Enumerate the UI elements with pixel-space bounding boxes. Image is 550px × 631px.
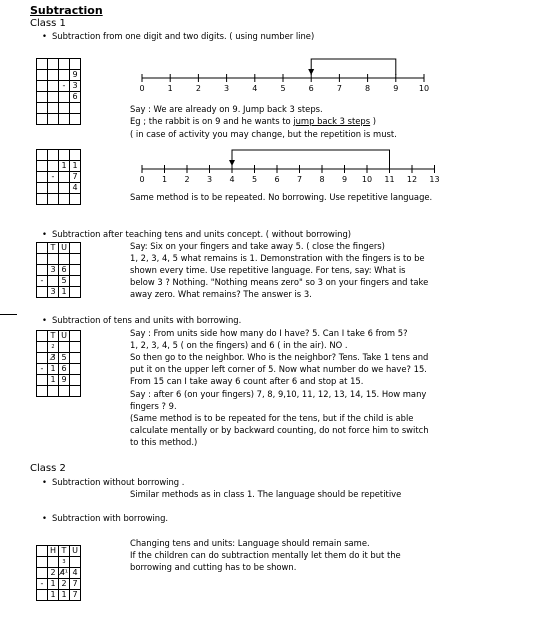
grid-cell xyxy=(37,331,48,342)
number-line-label: 7 xyxy=(296,175,303,184)
grid-cell xyxy=(48,81,59,92)
numberline2-text: Same method is to be repeated. No borrowing. Use repetitive language. xyxy=(130,192,433,202)
arrow-down-icon xyxy=(229,160,235,166)
grid-cell xyxy=(48,70,59,81)
grid-cell xyxy=(37,114,48,125)
grid-row xyxy=(37,172,81,183)
grid-cell xyxy=(48,194,59,205)
number-line-label: 4 xyxy=(229,175,235,184)
grid-cell xyxy=(70,194,81,205)
grid-row xyxy=(37,81,81,92)
grid-row xyxy=(37,579,81,590)
grid-cell: T xyxy=(48,331,59,342)
grid-row xyxy=(37,287,81,298)
number-line-label: 1 xyxy=(167,84,173,93)
grid-cell: H xyxy=(48,546,59,557)
grid-cell: 5 xyxy=(59,353,70,364)
grid-row xyxy=(37,342,81,353)
grid-cell: - xyxy=(48,172,59,183)
margin-mark xyxy=(0,314,17,315)
grid-cell: 1 xyxy=(48,579,59,590)
grid-cell: 2 xyxy=(59,579,70,590)
grid-cell xyxy=(37,103,48,114)
paragraph-line: put it on the upper left corner of 5. Now what number do we have? 15. xyxy=(130,364,427,374)
grid-cell xyxy=(70,243,81,254)
number-line-label: 0 xyxy=(139,175,145,184)
grid-example-4 xyxy=(36,330,81,397)
grid-example-3 xyxy=(36,242,81,298)
grid-cell: 6 xyxy=(59,364,70,375)
number-line-label: 8 xyxy=(319,175,325,184)
grid-row xyxy=(37,183,81,194)
grid-cell: 3̸ xyxy=(48,353,59,364)
grid-cell xyxy=(70,287,81,298)
grid-cell: U xyxy=(59,331,70,342)
grid-cell: 4̸¹ xyxy=(59,568,69,577)
grid-cell xyxy=(37,557,48,568)
grid-row xyxy=(37,386,81,397)
grid-cell xyxy=(48,114,59,125)
grid-cell xyxy=(37,81,48,92)
grid-cell: U xyxy=(70,546,81,557)
grid-row xyxy=(37,265,81,276)
number-line-label: 3 xyxy=(206,175,213,184)
grid-cell xyxy=(48,386,59,397)
grid-cell: 7 xyxy=(70,590,81,601)
grid-example-2 xyxy=(36,149,81,205)
arrow-down-icon xyxy=(308,69,314,75)
grid-cell xyxy=(48,276,59,287)
number-line-label: 9 xyxy=(393,84,399,93)
number-line-label: 12 xyxy=(406,175,418,184)
grid-cell: 4 xyxy=(70,568,81,579)
grid-cell: 4 xyxy=(70,183,81,194)
grid-cell xyxy=(59,150,70,161)
grid-cell xyxy=(37,70,48,81)
grid-cell: 3 xyxy=(48,265,59,276)
grid-cell xyxy=(70,353,81,364)
grid-cell xyxy=(70,265,81,276)
grid-cell: 6 xyxy=(70,92,81,103)
paragraph-line: shown every time. Use repetitive language. For tens, say: What is xyxy=(130,265,406,275)
number-line-label: 13 xyxy=(429,175,440,184)
paragraph-line: Say: Six on your fingers and take away 5. ( close the fingers) xyxy=(130,241,385,251)
grid-cell xyxy=(70,59,81,70)
grid-cell: 9 xyxy=(59,375,70,386)
grid-cell xyxy=(48,161,59,172)
paragraph-line: borrowing and cutting has to be shown. xyxy=(130,562,297,572)
grid-cell xyxy=(59,386,70,397)
class1-heading: Class 1 xyxy=(30,18,66,29)
grid-cell: T xyxy=(48,243,59,254)
grid-row xyxy=(37,364,81,375)
grid-cell xyxy=(37,59,48,70)
grid-cell xyxy=(37,386,48,397)
grid-cell xyxy=(59,114,70,125)
grid-cell: 1 xyxy=(59,287,70,298)
number-line-label: 11 xyxy=(384,175,395,184)
grid-cell: 2 xyxy=(48,342,59,353)
paragraph-line: below 3 ? Nothing. "Nothing means zero" so 3 on your fingers and take xyxy=(130,277,429,287)
grid-cell xyxy=(48,254,59,265)
number-line-label: 2 xyxy=(184,175,190,184)
grid-cell xyxy=(70,375,81,386)
grid-row xyxy=(37,590,81,601)
grid-cell xyxy=(59,172,70,183)
class2-text-1: Similar methods as in class 1. The language should be repetitive xyxy=(130,489,402,499)
grid-cell: 1 xyxy=(59,590,70,601)
grid-row xyxy=(37,194,81,205)
grid-cell xyxy=(48,150,59,161)
paragraph-line: So then go to the neighbor. Who is the neighbor? Tens. Take 1 tens and xyxy=(130,352,429,362)
paragraph-line: Say : From units side how many do I have? 5. Can I take 6 from 5? xyxy=(130,328,408,338)
number-line-label: 1 xyxy=(161,175,168,184)
grid-cell xyxy=(48,103,59,114)
grid-row xyxy=(37,92,81,103)
grid-row xyxy=(37,353,81,364)
grid-cell xyxy=(70,386,81,397)
grid-cell xyxy=(59,183,70,194)
grid-row xyxy=(37,254,81,265)
number-line-label: 6 xyxy=(274,175,280,184)
grid-cell xyxy=(48,59,59,70)
class1-bullet-1: • Subtraction from one digit and two digits. ( using number line) xyxy=(42,31,314,41)
grid-cell xyxy=(37,161,48,172)
number-line-label: 6 xyxy=(308,84,314,93)
grid-row xyxy=(37,103,81,114)
grid-cell xyxy=(70,276,81,287)
grid-row xyxy=(37,331,81,342)
number-line-label: 3 xyxy=(224,84,230,93)
numberline1-note-text: ( in case of activity you may change, but the repetition is must. xyxy=(130,129,397,139)
paragraph-line: Say : after 6 (on your fingers) 7, 8, 9,10, 11, 12, 13, 14, 15. How many xyxy=(130,389,427,399)
paragraph-line: 1, 2, 3, 4, 5 what remains is 1. Demonstration with the fingers is to be xyxy=(130,253,425,263)
grid-cell: 3 xyxy=(48,287,59,298)
class2-bullet-1: • Subtraction without borrowing . xyxy=(42,477,184,487)
grid-cell: - xyxy=(37,364,48,375)
grid-cell: 1 xyxy=(59,161,70,172)
grid-cell xyxy=(59,103,70,114)
grid-cell: 6 xyxy=(59,265,70,276)
class1-bullet-2: • Subtraction after teaching tens and units concept. ( without borrowing) xyxy=(42,229,351,239)
class1-bullet-3: • Subtraction of tens and units with borrowing. xyxy=(42,315,241,325)
grid-cell: 9 xyxy=(70,70,81,81)
grid-cell: 1 xyxy=(48,375,59,386)
number-line-label: 5 xyxy=(251,175,258,184)
number-line-1 xyxy=(130,54,440,96)
grid-cell xyxy=(48,183,59,194)
grid-cell xyxy=(37,194,48,205)
grid-cell xyxy=(37,287,48,298)
grid-cell: - xyxy=(37,579,48,590)
grid-cell xyxy=(48,92,59,103)
paragraph-line: to this method.) xyxy=(130,437,198,447)
grid-row xyxy=(37,375,81,386)
numberline1-say-text: Say : We are already on 9. Jump back 3 steps. xyxy=(130,104,323,114)
grid-cell xyxy=(37,243,48,254)
grid-cell xyxy=(37,92,48,103)
grid-cell xyxy=(70,557,81,568)
grid-row xyxy=(37,243,81,254)
class2-bullet-2: • Subtraction with borrowing. xyxy=(42,513,168,523)
number-line-label: 8 xyxy=(365,84,371,93)
grid-row xyxy=(37,546,81,557)
grid-cell xyxy=(37,353,48,364)
page-title: Subtraction xyxy=(30,4,103,17)
grid-cell xyxy=(37,342,48,353)
grid-cell: 1 xyxy=(48,364,59,375)
grid-cell: 2 xyxy=(48,568,59,579)
class2-heading: Class 2 xyxy=(30,463,66,474)
grid-cell xyxy=(37,568,48,579)
grid-cell xyxy=(70,150,81,161)
grid-cell: 3 xyxy=(70,81,81,92)
paragraph-line: calculate mentally or by backward counting, do not force him to switch xyxy=(130,425,429,435)
grid-cell xyxy=(59,70,70,81)
grid-example-1 xyxy=(36,58,81,125)
number-line-label: 9 xyxy=(341,175,348,184)
grid-cell xyxy=(59,342,70,353)
grid-cell xyxy=(59,92,70,103)
example-text-part: Eg ; the rabbit is on 9 and he wants to xyxy=(130,116,294,126)
grid-cell xyxy=(48,557,59,568)
grid-row xyxy=(37,114,81,125)
example-text-part: ) xyxy=(370,116,377,126)
grid-row xyxy=(37,161,81,172)
grid-cell xyxy=(37,150,48,161)
grid-cell xyxy=(70,364,81,375)
grid-cell xyxy=(70,331,81,342)
grid-cell xyxy=(37,183,48,194)
grid-cell xyxy=(70,342,81,353)
grid-cell xyxy=(37,254,48,265)
number-line-2 xyxy=(130,145,440,187)
grid-cell xyxy=(37,546,48,557)
paragraph-line: away zero. What remains? The answer is 3. xyxy=(130,289,312,299)
number-line-label: 10 xyxy=(361,175,373,184)
grid-cell xyxy=(37,590,48,601)
grid-cell xyxy=(70,254,81,265)
grid-cell xyxy=(59,194,70,205)
grid-row xyxy=(37,568,81,579)
paragraph-line: fingers ? 9. xyxy=(130,401,177,411)
paragraph-line: (Same method is to be repeated for the tens, but if the child is able xyxy=(130,413,414,423)
number-line-label: 10 xyxy=(418,84,430,93)
grid-row xyxy=(37,150,81,161)
grid-cell: 7 xyxy=(70,579,81,590)
grid-cell: 1 xyxy=(48,590,59,601)
grid-cell xyxy=(70,114,81,125)
grid-cell: - xyxy=(37,276,48,287)
grid-cell: 3 xyxy=(59,557,70,568)
grid-cell xyxy=(59,59,70,70)
grid-cell xyxy=(70,103,81,114)
number-line-label: 4 xyxy=(252,84,258,93)
number-line-label: 5 xyxy=(280,84,286,93)
grid-cell: 5 xyxy=(59,276,70,287)
grid-cell xyxy=(37,375,48,386)
number-line-label: 0 xyxy=(139,84,145,93)
grid-cell: - xyxy=(59,81,70,92)
number-line-label: 2 xyxy=(195,84,201,93)
paragraph-line: If the children can do subtraction mentally let them do it but the xyxy=(130,550,401,560)
grid-row xyxy=(37,276,81,287)
grid-cell xyxy=(37,265,48,276)
number-line-label: 7 xyxy=(336,84,342,93)
grid-row xyxy=(37,70,81,81)
grid-row xyxy=(37,557,81,568)
jump-bracket xyxy=(232,150,390,166)
paragraph-line: From 15 can I take away 6 count after 6 and stop at 15. xyxy=(130,376,364,386)
grid-example-5 xyxy=(36,545,81,601)
grid-cell: U xyxy=(59,243,70,254)
paragraph-line: Changing tens and units: Language should remain same. xyxy=(130,538,370,548)
grid-cell: 1 xyxy=(70,161,81,172)
grid-cell: 7 xyxy=(70,172,81,183)
paragraph-line: 1, 2, 3, 4, 5 ( on the fingers) and 6 ( in the air). NO . xyxy=(130,340,348,350)
grid-cell xyxy=(59,254,70,265)
grid-row xyxy=(37,59,81,70)
grid-cell: T xyxy=(59,546,70,557)
example-underlined-text: jump back 3 steps xyxy=(293,116,371,126)
jump-bracket xyxy=(311,59,396,75)
numberline1-example-text xyxy=(130,116,376,127)
grid-cell xyxy=(37,172,48,183)
